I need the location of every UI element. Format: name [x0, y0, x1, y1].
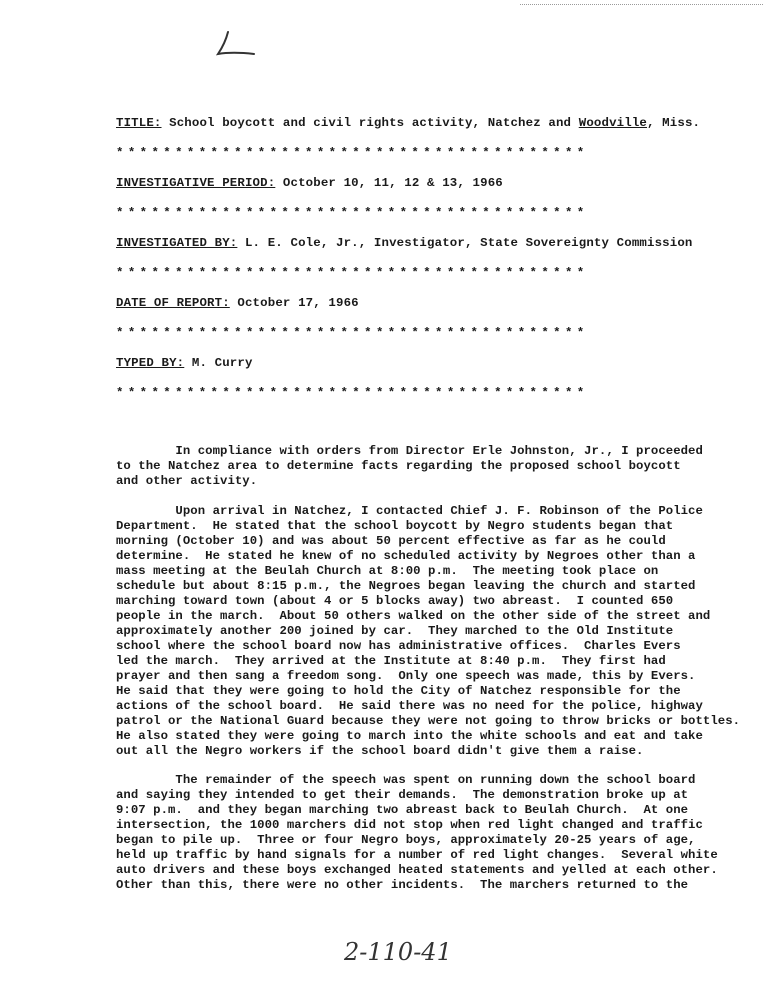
investigated-by-value: L. E. Cole, Jr., Investigator, State Sovereignty Commission — [244, 236, 693, 250]
title-label: TITLE: — [116, 116, 162, 130]
investigated-by-field — [116, 236, 693, 250]
date-label: DATE OF REPORT: — [116, 296, 230, 310]
separator-line: **************************************** — [116, 386, 589, 400]
period-value: October 10, 11, 12 & 13, 1966 — [282, 176, 503, 190]
investigative-period-field — [116, 176, 503, 190]
separator-line: **************************************** — [116, 146, 589, 160]
date-of-report-field — [116, 296, 359, 310]
svg-text:2-110-41: 2-110-41 — [344, 938, 452, 966]
scan-edge-line — [520, 4, 763, 5]
typed-by-field — [116, 356, 253, 370]
typed-by-label: TYPED BY: — [116, 356, 185, 370]
separator-line: **************************************** — [116, 206, 589, 220]
handwritten-document-number — [340, 930, 490, 970]
period-label: INVESTIGATIVE PERIOD: — [116, 176, 276, 190]
paragraph-1: In compliance with orders from Director Erle Johnston, Jr., I proceeded to the Natchez area to determine facts regarding the proposed school boycott and other activity. — [116, 444, 703, 488]
title-field — [116, 116, 700, 130]
paragraph-2: Upon arrival in Natchez, I contacted Chief J. F. Robinson of the Police Department. He stated that the school boycott by Negro students began that morning (October 10) and was about 50 percent effective as far as he could determine. He stated he knew of no scheduled activity by Negroes other than a mass meeting at the Beulah Church at 8:00 p.m. The meeting took place on schedule but about 8:15 p.m., the Negroes began leaving the church and started marching toward town (about 4 or 5 blocks away) two abreast. I counted 650 people in the march. About 50 others walked on the other side of the street and approximately another 200 joined by car. They marched to the Old Institute school where the school board now has administrative offices. Charles Evers led the march. They arrived at the Institute at 8:40 p.m. They first had prayer and then sang a freedom song. Only one speech was made, this by Evers. He said that they were going to hold the City of Natchez responsible for the actions of the school board. He said there was no need for the police, highway patrol or the National Guard because they were not going to throw bricks or bottles. He also stated they were going to march into the white schools and eat and take out all the Negro workers if the school board didn't give them a raise. — [116, 504, 741, 758]
handwritten-page-mark — [214, 30, 266, 64]
investigated-by-label: INVESTIGATED BY: — [116, 236, 238, 250]
paragraph-3: The remainder of the speech was spent on running down the school board and saying they intended to get their demands. The demonstration broke up at 9:07 p.m. and they began marching two abreast back to Beulah Church. At one intersection, the 1000 marchers did not stop when red light changed and traffic began to pile up. Three or four Negro boys, approximately 20-25 years of age, held up traffic by hand signals for a number of red light changes. Several white auto drivers and these boys exchanged heated statements and yelled at each other. Other than this, there were no other incidents. The marchers returned to the — [116, 773, 718, 892]
separator-line: **************************************** — [116, 266, 589, 280]
typed-by-value: M. Curry — [191, 356, 253, 370]
date-value: October 17, 1966 — [237, 296, 359, 310]
separator-line: **************************************** — [116, 326, 589, 340]
title-value: School boycott and civil rights activity, Natchez and Woodville, Miss. — [169, 116, 701, 130]
